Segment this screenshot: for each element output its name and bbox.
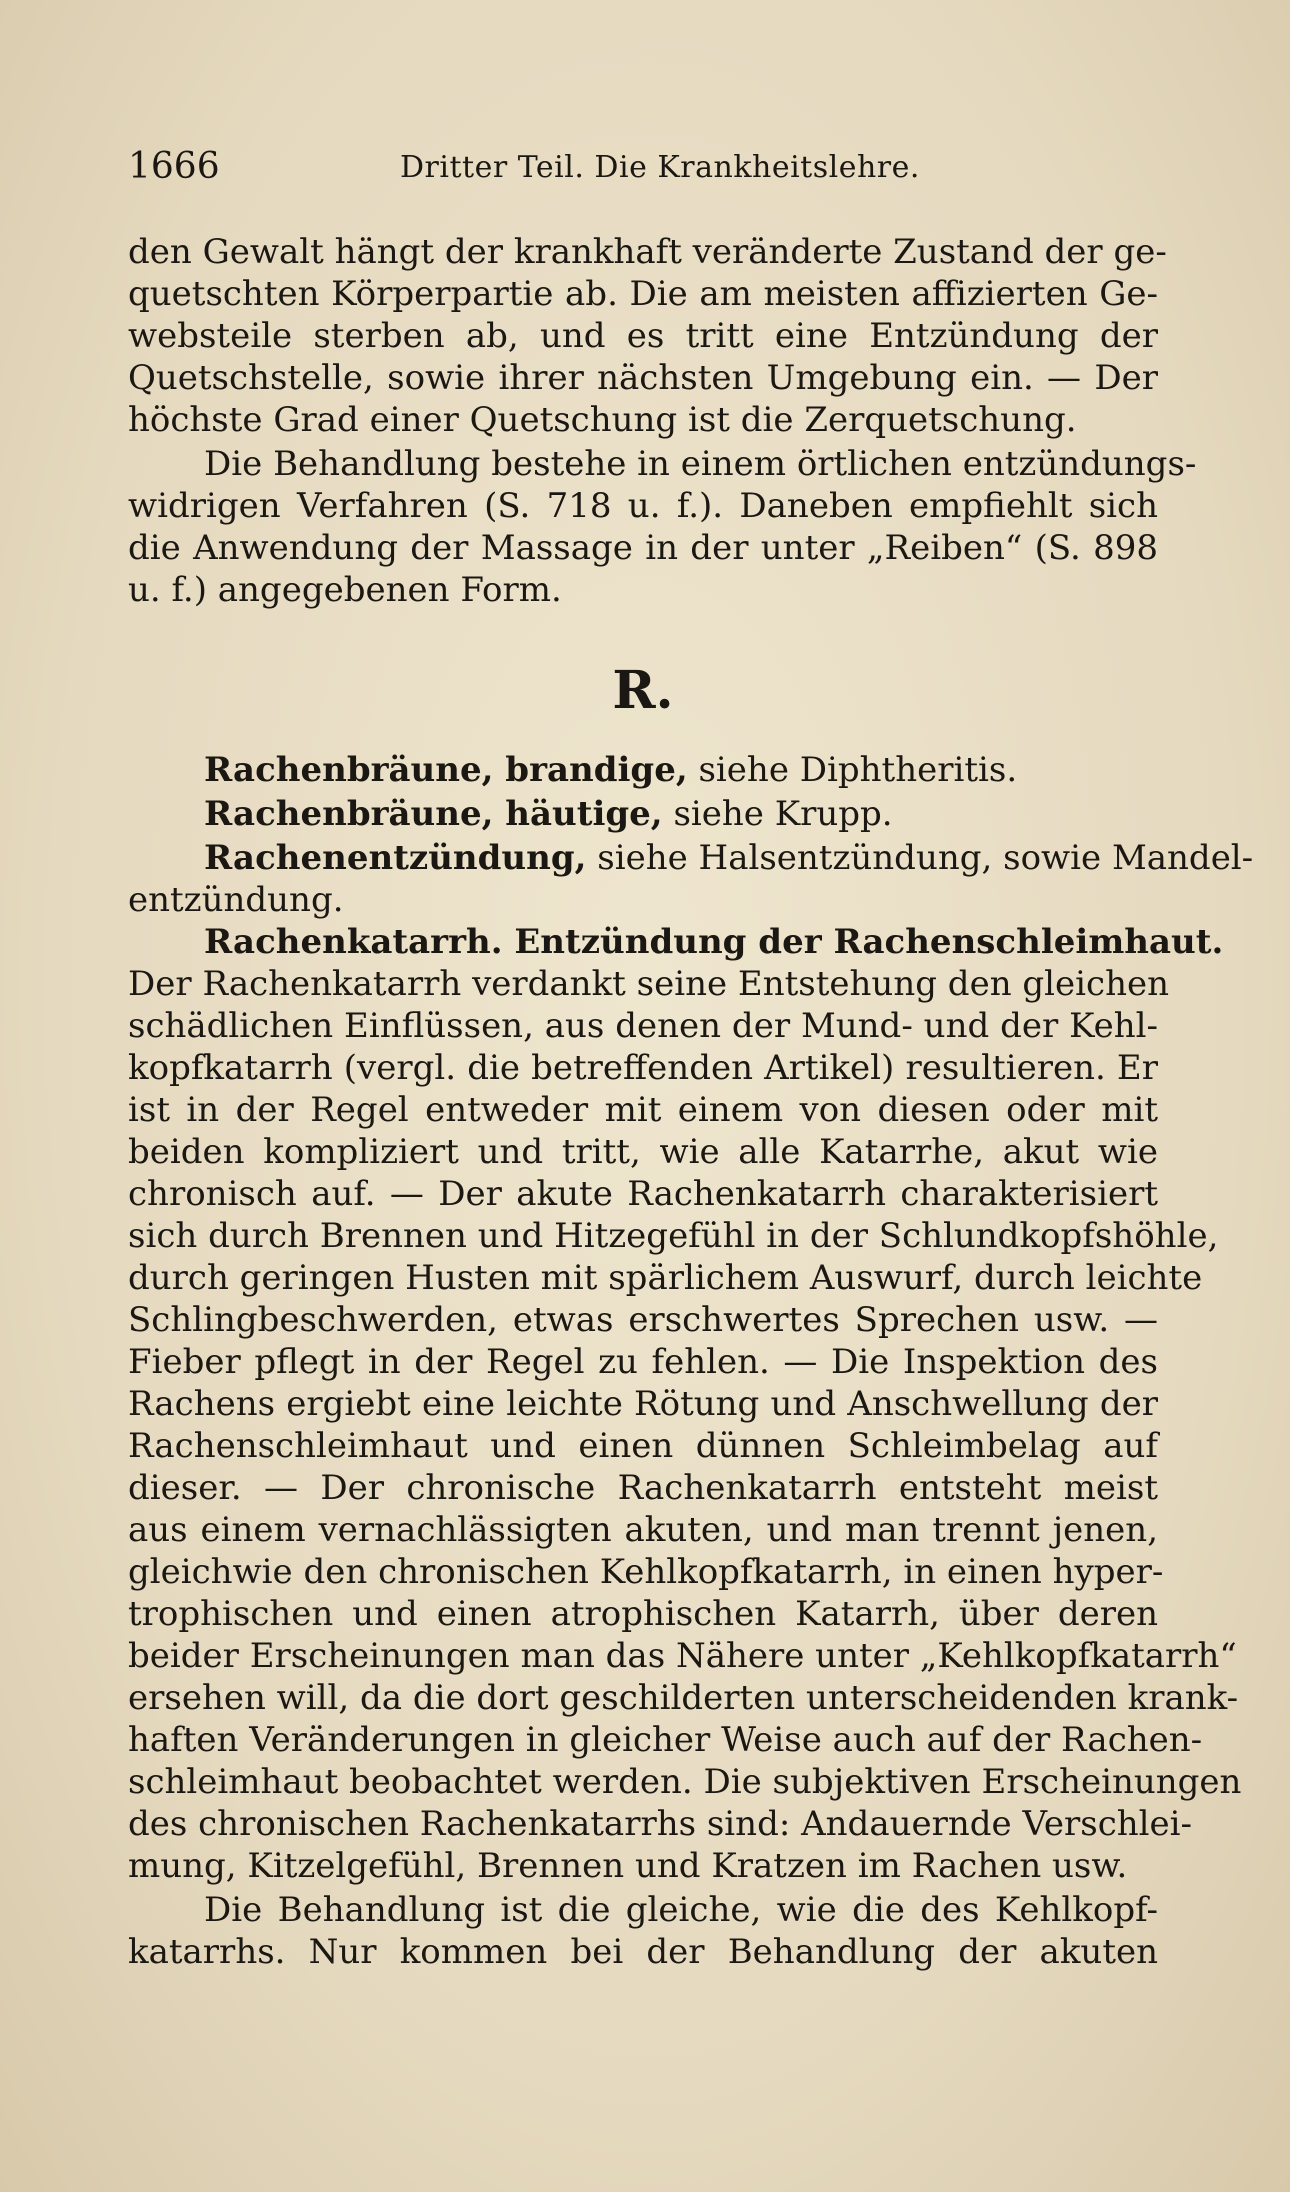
text-line: höchste Grad einer Quetschung ist die Zerquetschung. [128,400,1077,440]
text-line: des chronischen Rachenkatarrhs sind: Andauernde Verschlei- [128,1804,1193,1844]
text-line: mung, Kitzelgefühl, Brennen und Kratzen im Rachen usw. [128,1846,1128,1886]
page-number: 1666 [128,146,220,187]
page-header [128,146,1158,202]
text-line: entzündung. [128,880,344,920]
text-line: ist in der Regel entweder mit einem von diesen oder mit [128,1090,1158,1130]
text-line: Quetschstelle, sowie ihrer nächsten Umgebung ein. — Der [128,358,1158,398]
text-line: schleimhaut beobachtet werden. Die subjektiven Erscheinungen [128,1762,1242,1802]
text-line: chronisch auf. — Der akute Rachenkatarrh charakterisiert [128,1174,1158,1214]
text-line: gleichwie den chronischen Kehlkopfkatarrh, in einen hyper- [128,1552,1164,1592]
entry-rachenbraeune-brandige [128,748,1158,792]
text-line: haften Veränderungen in gleicher Weise auch auf der Rachen- [128,1720,1203,1760]
entry-term: Rachenentzündung, [204,838,587,878]
text-line: katarrhs. Nur kommen bei der Behandlung der akuten [128,1932,1158,1972]
text-line: Die Behandlung ist die gleiche, wie die des Kehlkopf- [204,1890,1158,1930]
text-line: Fieber pflegt in der Regel zu fehlen. — Die Inspektion des [128,1342,1158,1382]
entry-rachenbraeune-haeutige [128,792,1158,836]
text-line: trophischen und einen atrophischen Katarrh, über deren [128,1594,1158,1634]
entry-reference: siehe Halsentzündung, sowie Mandel- [586,838,1254,878]
text-line: Schlingbeschwerden, etwas erschwertes Sprechen usw. — [128,1300,1158,1340]
entry-term: Rachenkatarrh. Entzündung der Rachenschleimhaut. [204,922,1224,962]
section-letter: R. [612,660,674,721]
text-line: dieser. — Der chronische Rachenkatarrh entsteht meist [128,1468,1158,1508]
text-line: durch geringen Husten mit spärlichem Auswurf, durch leichte [128,1258,1203,1298]
text-line: kopfkatarrh (vergl. die betreffenden Artikel) resultieren. Er [128,1048,1158,1088]
entry-term: Rachenbräune, brandige, [204,750,688,790]
text-line: websteile sterben ab, und es tritt eine Entzündung der [128,316,1158,356]
entry-term: Rachenbräune, häutige, [204,794,663,834]
text-line: die Anwendung der Massage in der unter „Reiben“ (S. 898 [128,528,1158,568]
running-title: Dritter Teil. Die Krankheitslehre. [400,150,920,185]
text-line: u. f.) angegebenen Form. [128,570,562,610]
text-line: sich durch Brennen und Hitzegefühl in der Schlundkopfshöhle, [128,1216,1219,1256]
text-line: widrigen Verfahren (S. 718 u. f.). Daneben empfiehlt sich [128,486,1158,526]
entry-rachenentzuendung [128,836,1254,880]
text-line: aus einem vernachlässigten akuten, und man trennt jenen, [128,1510,1158,1550]
entry-reference: siehe Diphtheritis. [687,750,1018,790]
text-line: Rachens ergiebt eine leichte Rötung und Anschwellung der [128,1384,1158,1424]
text-line: ersehen will, da die dort geschilderten unterscheidenden krank- [128,1678,1239,1718]
text-line: beider Erscheinungen man das Nähere unter „Kehlkopfkatarrh“ [128,1636,1237,1676]
text-line: schädlichen Einflüssen, aus denen der Mund- und der Kehl- [128,1006,1158,1046]
text-line: beiden kompliziert und tritt, wie alle Katarrhe, akut wie [128,1132,1158,1172]
text-line: Die Behandlung bestehe in einem örtlichen entzündungs- [204,444,1197,484]
text-line: den Gewalt hängt der krankhaft veränderte Zustand der ge- [128,232,1167,272]
entry-reference: siehe Krupp. [662,794,893,834]
text-line: quetschten Körperpartie ab. Die am meisten affizierten Ge- [128,274,1158,314]
text-line: Der Rachenkatarrh verdankt seine Entstehung den gleichen [128,964,1169,1004]
entry-heading-rachenkatarrh [128,920,1224,964]
text-line: Rachenschleimhaut und einen dünnen Schleimbelag auf [128,1426,1158,1466]
